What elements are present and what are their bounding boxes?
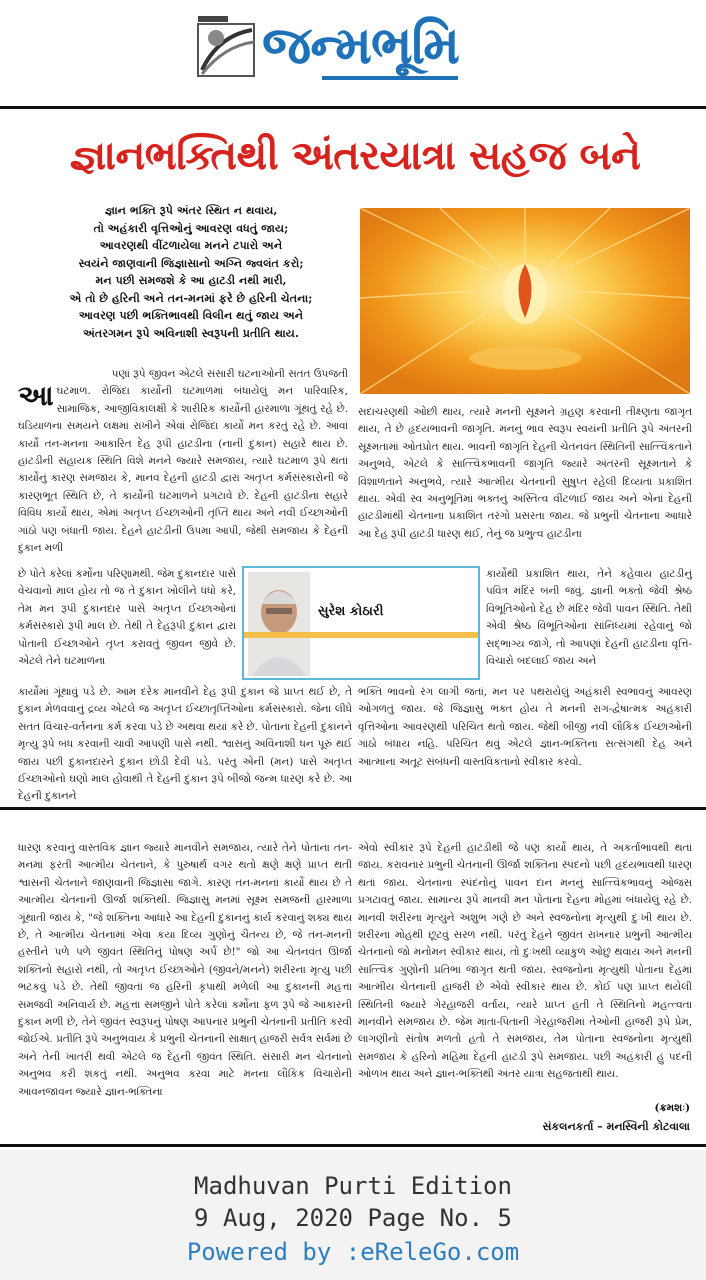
poem-line: સ્વયંને જાણવાની જિજ્ઞાસાનો અગ્નિ જ્વલંત કરો; bbox=[78, 255, 304, 270]
article-column-left-lower bbox=[18, 684, 352, 836]
masthead-divider bbox=[0, 106, 706, 109]
compiler-credit: સંકલનકર્તા – મનસ્વિની કોટવાલા bbox=[542, 1120, 690, 1133]
intro-lead: પણાં રૂપે જીવન એટલે સંસારી ઘટનાઓની સતત ઉપજતી bbox=[111, 368, 348, 380]
paragraph: કાર્યોથી પ્રકાશિત થાય, તેને કહેવાય હાટડીનું પવિત્ર મંદિર બની જવું. જ્ઞાની ભક્તો જેવી શ્રેષ્ઠ વિભૂતિઓનો દેહ છે મંદિર જેવી પાવન સ્થિતિ. તેથી એવી શ્રેષ્ઠ વિભૂતિઓના સાંનિધ્યમાં રહેવાનું જો સદ્ભાગ્ય જાગે, તો આપણાં દેહની હાટડીના વૃત્તિ-વિચારો બદલાઈ જાય અને bbox=[486, 568, 692, 668]
paragraph: કાર્યોમાં ગૂંથાવું પડે છે. આમ દરેક માનવીને દેહ રૂપી દુકાન જે પ્રાપ્ત થઈ છે, તે દુકાન મેળવવાનું દ્રવ્ય એટલે જ અતૃપ્ત ઈચ્છાતૃપ્તિઓના કર્મસંસ્કારો. જેના લીધે સતત વિચાર-વર્તનના કર્મ કરવા પડે છે અથવા થયાં કરે છે. પોતાના દેહની દુકાનને મૃત્યુ રૂપે બંધ કરવાની ચાવી આપણી પાસે નથી. શ્વાસનું અવિનાશી ધન પૂરું થઈ જાય પછી દુકાનદારને દુકાન છોડી દેવી પડે. પરંતુ એની (મન) પાસે અતૃપ્ત ઈચ્છાઓનો ઘણો માલ હોવાથી તે દેહની દુકાન રૂપે બીજો જન્મ ધારણ કરે છે. આ દેહની દુકાનને bbox=[18, 686, 352, 803]
paragraph: છે પોતે કરેલાં કર્મોના પરિણામથી. જેમ દુકાનદાર પાસે વેચવાનો માલ હોય તો જ તે દુકાન ખોલીને ધંધો કરે, તેમ મન રૂપી દુકાનદાર પાસે અતૃપ્ત ઈચ્છાઓનાં કર્મસંસ્કારો રૂપી માલ છે. તેથી તે દેહરૂપી દુકાન દ્વારા પોતાની ઈચ્છાઓને તૃપ્ત કરાવતું જીવન જીવે છે. એટલે તેને ઘટમાળના bbox=[18, 568, 236, 668]
poem-line: એ તો છે હરિની અને તન-મનમાં ફરે છે હરિની ચેતના; bbox=[69, 290, 313, 305]
meditation-flame-image bbox=[360, 208, 690, 394]
poem-line: તો અહંકારી વૃત્તિઓનું આવરણ વધતું જાય; bbox=[93, 220, 289, 235]
paragraph: એવો સ્વીકાર રૂપે દેહની હાટડીથી જે પણ કાર્યો થાય, તે અકર્તાભાવથી થતાં જાય. કરાવનાર પ્રભુની ચેતનાની ઊર્જા શક્તિના સ્પંદનો પછી હૃદયભાવથી ધારણ થતાં જાય. ચેતનાના સ્પંદનોનું પાવન દાન મનનું સાત્ત્વિકભાવનું ઓજસ પ્રગટાવતું જાય. સામાન્ય રૂપે માનવી મન પોતાના દેહના મોહમાં બંધાયેલું રહે છે. માનવી શરીરના મૃત્યુને અશુભ ગણે છે અને સ્વજનોના મૃત્યુથી દુઃખી થાય છે. શરીરના મોહથી છૂટવું સરળ નથી. પરંતુ દેહને જીવંત રાખનાર પ્રભુની આત્મીય ચેતનાનો જો મનોમન સ્વીકાર થાય, તો દુઃખથી વ્યાકુળ ઓછું થવાય અને મનની સાત્ત્વિક ગુણોની પ્રતિભા જાગૃત થતી જાય. સ્વજનોના મૃત્યુથી પોતાના દેહમાં આત્મીય ચેતનાની હાજરી છે એવો સ્વીકાર થાય છે. કોઈ પણ પ્રાપ્ત થયેલી સ્થિતિની જ્યારે ગેરહાજરી વર્તાય, ત્યારે પ્રાપ્ત હતી તે સ્થિતિનો મહત્ત્વતા માનવીને સમજાય છે. જેમ માતા-પિતાની ગેરહાજરીમાં તેઓની હાજરી રૂપે પ્રેમ, લાગણીનો સંતોષ મળતો હતો તે સમજાય, તેમ પોતાના સ્વજનોના મૃત્યુથી સમજાય કે હરિનો મહિમા દેહની હાટડી રૂપે સમજાય. પછી અહંકારી હું પદની ઓળખ થાય અને જ્ઞાન-ભક્તિથી અંતર યાત્રા સહજતાથી થાય. bbox=[358, 842, 692, 1081]
author-name: સુરેશ કોઠારી bbox=[318, 604, 384, 619]
author-photo bbox=[248, 572, 310, 676]
paragraph: ધારણ કરવાનું વાસ્તવિક જ્ઞાન જ્યારે માનવીને સમજાય, ત્યારે તેને પોતાના તન-મનમાં ફરતી આત્મીય ચેતનાને, કે પુરુષાર્થ વગર થતો ક્ષણે ક્ષણે પ્રાપ્ત થતી શ્વાસની ચેતનાને જાણવાની જિજ્ઞાસા જાગે. કારણ તન-મનનાં કાર્યો થાય છે તે આત્મીય ચેતનાની ઊર્જા શક્તિથી. જિજ્ઞાસુ મનમાં સૂક્ષ્મ સમજની હારમાળા ગૂંથાતી જાય કે, "જે શક્તિના આધારે આ દેહની દુકાનનું કાર્ય કરવાનું શક્ય થાય છે, તે આત્મીય ચેતનામાં એવા કયા દિવ્ય ગુણોનું ચૈતન્ય છે, જે તન-મનની હસ્તીને પળે પળે જીવંત સ્થિતિનું પોષણ અર્પે છે!" જો આ ચેતનવંત ઊર્જા શક્તિનો સહારો નથી, તો અતૃપ્ત ઈચ્છાઓને (જીવને/મનને) શરીરના મૃત્યુ પછી ભટકવું પડે છે. તેથી જીવતાં જ હરિની કૃપાથી મળેલી આ દુકાનની મહત્તા સમજવી અનિવાર્ય છે. મહત્તા સમજીને પોતે કરેલાં કર્મોના ફળ રૂપે જે આકારની દુકાન મળી છે, તેને જીવંત સ્વરૂપનું પોષણ આપનાર પ્રભુની ચેતનાની પ્રતીતિ કરવી જોઈએ. પ્રતીતિ રૂપે અનુભવાય કે પ્રભુની ચેતનાની સાક્ષાત્ હાજરી સર્વત્ર સર્વમાં છે અને તેની ખાતરી થવી એટલે જ દેહની જીવંત સ્થિતિ. સંસારી મન ચેતનાનો અનુભવ કરી શકતું નથી. અનુભવ કરવા માટે મનના લૌકિક વિચારોની આવનજાવન જ્યારે જ્ઞાન-ભક્તિના bbox=[18, 842, 352, 1098]
paragraph: ભક્તિ ભાવનો રંગ લાગી જતાં, મન પર પથરાયેલું અહંકારી સ્વભાવનું આવરણ ઓગળતું જાય. જે જિજ્ઞાસુ ભક્ત હોય તે મનની રાગ-દ્વેષાત્મક અહંકારી વૃત્તિઓના આવરણથી પરિચિત થતો જાય. જેથી બીજી નવી લૌકિક ઈચ્છાઓની ગાંઠો બંધાય નહિ. પરિચિત થવું એટલે જ્ઞાન-ભક્તિના સત્સંગથી દેહ અને આત્માના અતૂટ સંબંધની વાસ્તવિકતાનો સ્વીકાર કરવો. bbox=[358, 686, 692, 768]
poem-line: અંતરગમન રૂપે અવિનાશી સ્વરૂપની પ્રતીતિ થાય. bbox=[83, 325, 299, 340]
logo-wordmark: જન્મભૂમિ bbox=[262, 16, 460, 76]
poem-line: આવરણ પછી ભક્તિભાવથી વિલીન થતું જાય અને bbox=[78, 308, 304, 322]
article-column-left-top bbox=[18, 366, 348, 564]
article-column-right-top bbox=[358, 404, 692, 568]
paragraph: ઘટમાળ. રોજિંદા કાર્યોની ઘટમાળમાં બંધાયેલું મન પારિવારિક, સામાજિક, આજીવિકાલક્ષી કે શારીરિક કાર્યોની હારમાળા ગૂંથતું રહે છે. ઘડિયાળના સમયને લક્ષમાં રાખીને એવાં રોજિંદા કાર્યો મન કરતું રહે છે. આવાં કાર્યો તન-મનના આકારિત દેહ રૂપી હાટડીના (નાની દુકાન) સહારે થાય છે. હાટડીની સહાયક સ્થિતિ વિશે મનને જ્યારે સમજાય, ત્યારે ઘટમાળ રૂપે થતાં કાર્યોનું કારણ સમજાય કે, માનવ દેહની હાટડી દ્વારા અતૃપ્ત કર્મસંસ્કારોની જે કારણભૂત સ્થિતિ છે, તે કાર્યોની ઘટમાળને પ્રગટાવે છે. દેહની હાટડીના સહારે વિવિધ કાર્યો થાય, એમાં અતૃપ્ત ઈચ્છાઓની તૃપ્તિ થાય અને નવી ઈચ્છાઓની ગાંઠો પણ બંધાતી જાય. દેહને હાટડીની ઉપમા આપી, જેથી સમજાય કે દેહની દુકાન મળી bbox=[18, 385, 348, 555]
footer-divider bbox=[0, 1144, 706, 1147]
logo-tagline-bar bbox=[322, 76, 458, 80]
poem-line: મન પછી સમજશે કે આ હાટડી નથી મારી, bbox=[95, 273, 287, 287]
article-column-left-mid bbox=[18, 566, 236, 682]
masthead bbox=[0, 0, 706, 96]
date-page-label: 9 Aug, 2020 Page No. 5 bbox=[194, 1204, 512, 1232]
paragraph: સદાચરણથી ઓછી થાય, ત્યારે મનની સૂક્ષ્મને ગ્રહણ કરવાની તીક્ષ્ણતા જાગૃત થાય, તે છે હૃદયભાવની જાગૃતિ. મનનું ભાવ સ્વરૂપ સ્વયંની પ્રતીતિ રૂપે અંતરની સૂક્ષ્મતામાં ઓતપ્રોત થાય. ભાવની જાગૃતિ દેહની ચેતનવંત સ્થિતિની સાત્ત્વિકતાને અનુભવે, એટલે કે સાત્ત્વિકભાવની જાગૃતિ જ્યારે અંતરની સૂક્ષ્મતાને કે વિશાળતાને અનુભવે, ત્યારે આત્મીય ચેતનાની સુષુપ્ત રહેલી દિવ્યતા પ્રકાશિત થાય. એવી સ્વ અનુભૂતિમાં ભક્તનું અસ્તિત્વ વીંટળાઈ જાય અને એનાં દેહની હાટડીમાંથી ચેતનાના પ્રકાશિત તરંગો પ્રસરતા જાય. જે પ્રભુની ચેતનાના આધારે આ દેહ રૂપી હાટડી ધારણ થઈ, તેનું જ પ્રભુત્વ હાટડીના bbox=[358, 406, 692, 540]
article-column-right-bottom bbox=[358, 840, 692, 1120]
poem-line: આવરણથી વીંટળાયેલા મનને ટપારો અને bbox=[99, 238, 283, 252]
byline-accent-bar bbox=[244, 632, 478, 638]
article-column-right-mid bbox=[486, 566, 692, 682]
powered-by-link[interactable]: Powered by :eReleGo.com bbox=[186, 1238, 520, 1266]
article-headline: જ્ઞાનભક્તિથી અંતરયાત્રા સહજ બને bbox=[69, 133, 641, 179]
article-column-right-lower bbox=[358, 684, 692, 784]
janmabhoomi-emblem-icon bbox=[196, 16, 258, 82]
edition-label: Madhuvan Purti Edition bbox=[194, 1172, 512, 1200]
dropcap: આ bbox=[18, 379, 54, 413]
continued-marker: (ક્રમશઃ) bbox=[654, 1102, 690, 1114]
poem-line: જ્ઞાન ભક્તિ રૂપે અંતર સ્થિત ન થવાય, bbox=[104, 203, 278, 217]
intro-poem bbox=[34, 202, 348, 342]
article-column-left-bottom bbox=[18, 840, 352, 1140]
